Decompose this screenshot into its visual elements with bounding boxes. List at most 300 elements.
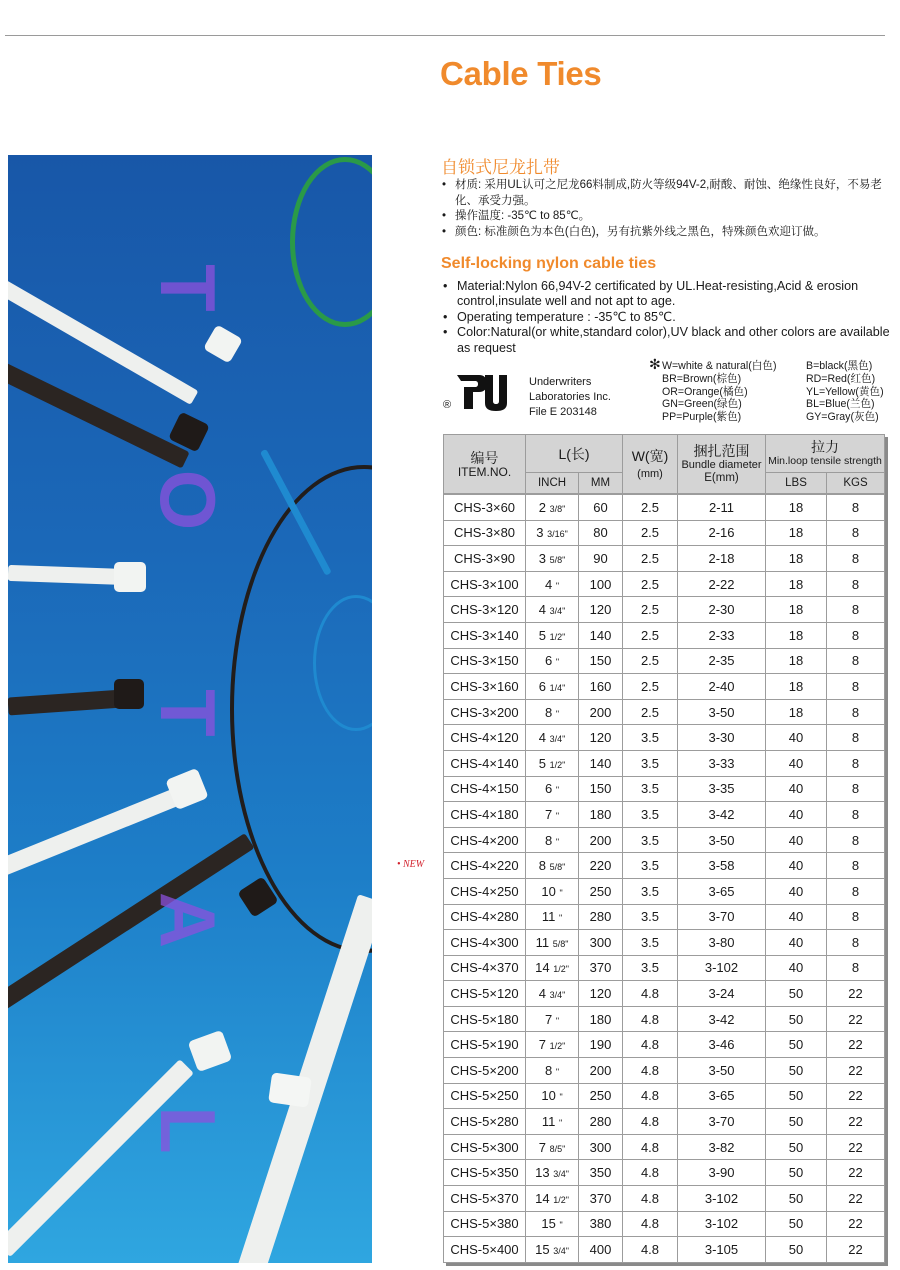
header-mm: MM [579, 473, 623, 495]
inch-whole: 15 [541, 1216, 556, 1232]
inch-fraction: " [558, 1118, 563, 1129]
mm-cell: 200 [579, 699, 623, 725]
header-label: (mm) [637, 467, 663, 480]
kgs-cell: 8 [827, 520, 885, 546]
item-cell: CHS-4×280 [444, 904, 526, 930]
kgs-cell: 8 [827, 571, 885, 597]
kgs-cell: 8 [827, 699, 885, 725]
table-row [444, 1211, 885, 1237]
inch-cell [526, 1109, 579, 1135]
inch-fraction: 5/8" [549, 862, 566, 873]
inch-whole: 2 [538, 499, 546, 515]
kgs-cell: 22 [827, 1186, 885, 1212]
color-code: OR=Orange(橘色) [662, 385, 748, 398]
color-code-column-left [662, 360, 822, 424]
item-cell: CHS-3×100 [444, 571, 526, 597]
bundle-cell: 3-46 [678, 1032, 766, 1058]
width-cell: 3.5 [623, 776, 678, 802]
mm-cell: 120 [579, 597, 623, 623]
inch-whole: 8 [544, 704, 553, 720]
inch-whole: 4 [538, 730, 546, 746]
inch-whole: 10 [541, 1088, 556, 1104]
kgs-cell: 8 [827, 546, 885, 572]
header-tensile-strength [766, 435, 885, 473]
table-row [444, 622, 885, 648]
lbs-cell: 50 [766, 1032, 827, 1058]
table-row [444, 571, 885, 597]
lbs-cell: 18 [766, 674, 827, 700]
bundle-cell: 3-82 [678, 1134, 766, 1160]
inch-fraction: " [559, 887, 563, 898]
header-label: ITEM.NO. [457, 464, 512, 479]
width-cell: 3.5 [623, 853, 678, 879]
inch-fraction: 3/4" [553, 1169, 569, 1180]
inch-whole: 3 [538, 550, 546, 566]
bundle-cell: 3-65 [678, 878, 766, 904]
width-cell: 4.8 [623, 1134, 678, 1160]
header-inch: INCH [526, 473, 579, 495]
table-row [444, 1083, 885, 1109]
bundle-cell: 3-33 [678, 750, 766, 776]
inch-fraction: 1/2" [553, 964, 569, 975]
ul-certification-text [529, 375, 611, 420]
lbs-cell: 18 [766, 546, 827, 572]
mm-cell: 350 [579, 1160, 623, 1186]
width-cell: 2.5 [623, 571, 678, 597]
inch-whole: 5 [538, 755, 546, 771]
table-row [444, 930, 885, 956]
color-code: GY=Gray(灰色) [806, 411, 879, 424]
kgs-cell: 8 [827, 904, 885, 930]
bundle-cell: 3-102 [678, 955, 766, 981]
mm-cell: 140 [579, 622, 623, 648]
inch-cell [526, 622, 579, 648]
bundle-cell: 3-102 [678, 1211, 766, 1237]
mm-cell: 120 [579, 981, 623, 1007]
mm-cell: 120 [579, 725, 623, 751]
item-cell: CHS-3×140 [444, 622, 526, 648]
bundle-cell: 2-35 [678, 648, 766, 674]
inch-whole: 7 [544, 806, 553, 822]
table-row [444, 878, 885, 904]
black-tie-head-2 [114, 679, 144, 709]
inch-fraction: 1/2" [553, 1194, 569, 1205]
kgs-cell: 8 [827, 878, 885, 904]
table-row [444, 776, 885, 802]
header-label: Min.loop tensile strength [768, 455, 882, 467]
registered-mark: ® [443, 399, 452, 411]
inch-fraction: 3/4" [549, 734, 566, 745]
kgs-cell: 8 [827, 622, 885, 648]
inch-whole: 15 [535, 1242, 550, 1258]
lbs-cell: 40 [766, 827, 827, 853]
inch-cell [526, 1134, 579, 1160]
inch-cell [526, 725, 579, 751]
item-cell: CHS-4×140 [444, 750, 526, 776]
item-cell: CHS-3×160 [444, 674, 526, 700]
inch-whole: 4 [538, 986, 546, 1002]
mm-cell: 190 [579, 1032, 623, 1058]
color-code-column-right [806, 360, 900, 424]
english-feature-item: • Color:Natural(or white,standard color),UV black and other colors are available as request [441, 325, 891, 356]
inch-fraction: 1/4" [549, 682, 566, 693]
kgs-cell: 8 [827, 597, 885, 623]
lbs-cell: 40 [766, 802, 827, 828]
inch-cell [526, 1186, 579, 1212]
item-cell: CHS-5×400 [444, 1237, 526, 1263]
inch-fraction: " [555, 836, 560, 847]
item-cell: CHS-4×370 [444, 955, 526, 981]
header-kgs: KGS [827, 473, 885, 495]
inch-fraction: " [555, 1066, 560, 1077]
bundle-cell: 2-22 [678, 571, 766, 597]
lbs-cell: 50 [766, 981, 827, 1007]
inch-cell [526, 827, 579, 853]
kgs-cell: 8 [827, 674, 885, 700]
lbs-cell: 18 [766, 648, 827, 674]
mm-cell: 300 [579, 1134, 623, 1160]
table-row [444, 725, 885, 751]
inch-fraction: 3/4" [549, 990, 566, 1001]
bundle-cell: 3-58 [678, 853, 766, 879]
lbs-cell: 40 [766, 930, 827, 956]
inch-fraction: " [555, 810, 560, 821]
inch-cell [526, 930, 579, 956]
header-label: 编号 [470, 449, 499, 466]
table-row [444, 955, 885, 981]
inch-whole: 14 [535, 1190, 550, 1206]
white-cable-tie-3 [8, 786, 187, 878]
chinese-feature-item: • 颜色: 标准颜色为本色(白色)，另有抗紫外线之黑色，特殊颜色欢迎订做。 [441, 225, 891, 241]
item-cell: CHS-4×120 [444, 725, 526, 751]
item-cell: CHS-3×90 [444, 546, 526, 572]
lbs-cell: 50 [766, 1186, 827, 1212]
color-code: RD=Red(红色) [806, 372, 876, 385]
table-row [444, 1237, 885, 1263]
lbs-cell: 50 [766, 1058, 827, 1084]
english-feature-item: • Operating temperature : -35℃ to 85℃. [441, 310, 891, 325]
mm-cell: 60 [579, 494, 623, 520]
kgs-cell: 22 [827, 1083, 885, 1109]
ul-line: File E 203148 [529, 406, 597, 418]
inch-fraction: " [555, 580, 560, 591]
ul-line: Underwriters [529, 376, 592, 388]
item-cell: CHS-4×180 [444, 802, 526, 828]
inch-fraction: 3/4" [549, 606, 566, 617]
width-cell: 2.5 [623, 546, 678, 572]
inch-whole: 10 [541, 883, 556, 899]
lbs-cell: 50 [766, 1083, 827, 1109]
lbs-cell: 50 [766, 1006, 827, 1032]
inch-whole: 11 [541, 909, 556, 925]
bundle-cell: 3-90 [678, 1160, 766, 1186]
kgs-cell: 22 [827, 1160, 885, 1186]
new-badge: • NEW [397, 859, 425, 870]
lbs-cell: 40 [766, 750, 827, 776]
inch-cell [526, 955, 579, 981]
inch-fraction: 5/8" [549, 554, 566, 565]
inch-whole: 7 [538, 1037, 546, 1053]
color-code: B=black(黑色) [806, 360, 873, 372]
item-cell: CHS-3×60 [444, 494, 526, 520]
color-code: BL=Blue(兰色) [806, 398, 875, 411]
item-cell: CHS-3×150 [444, 648, 526, 674]
item-cell: CHS-4×200 [444, 827, 526, 853]
header-item-no [444, 435, 526, 495]
inch-fraction: 5/8" [552, 938, 569, 949]
inch-whole: 7 [544, 1011, 553, 1027]
bundle-cell: 2-40 [678, 674, 766, 700]
inch-cell [526, 1211, 579, 1237]
inch-cell [526, 1006, 579, 1032]
inch-fraction: " [559, 1092, 563, 1103]
inch-cell [526, 750, 579, 776]
bundle-cell: 2-16 [678, 520, 766, 546]
chinese-feature-item: • 材质: 采用UL认可之尼龙66料制成,防火等级94V-2,耐酸、耐蚀、绝缘性良好，不易老化、承受力强。 [441, 178, 891, 209]
kgs-cell: 22 [827, 1032, 885, 1058]
watermark-letter: O [144, 469, 232, 531]
inch-whole: 7 [538, 1139, 546, 1155]
inch-fraction: 3/8" [549, 503, 566, 514]
lbs-cell: 40 [766, 904, 827, 930]
white-tie-head-5 [268, 1072, 312, 1107]
inch-cell [526, 648, 579, 674]
kgs-cell: 8 [827, 750, 885, 776]
width-cell: 4.8 [623, 1211, 678, 1237]
inch-fraction: 3/16" [547, 529, 568, 540]
mm-cell: 180 [579, 1006, 623, 1032]
mm-cell: 280 [579, 1109, 623, 1135]
width-cell: 2.5 [623, 674, 678, 700]
width-cell: 2.5 [623, 520, 678, 546]
width-cell: 3.5 [623, 930, 678, 956]
width-cell: 4.8 [623, 1109, 678, 1135]
inch-cell [526, 1237, 579, 1263]
width-cell: 3.5 [623, 750, 678, 776]
color-code: YL=Yellow(黄色) [806, 385, 884, 398]
table-row [444, 1058, 885, 1084]
width-cell: 3.5 [623, 725, 678, 751]
width-cell: 4.8 [623, 1083, 678, 1109]
table-row [444, 546, 885, 572]
bundle-cell: 3-42 [678, 802, 766, 828]
inch-cell [526, 674, 579, 700]
inch-fraction: 3/4" [553, 1246, 569, 1257]
mm-cell: 150 [579, 648, 623, 674]
watermark-letter: T [144, 689, 232, 737]
kgs-cell: 8 [827, 725, 885, 751]
header-lbs: LBS [766, 473, 827, 495]
width-cell: 4.8 [623, 1006, 678, 1032]
inch-cell [526, 878, 579, 904]
inch-whole: 8 [544, 832, 553, 848]
spec-table-body [444, 494, 885, 1262]
kgs-cell: 22 [827, 1211, 885, 1237]
mm-cell: 380 [579, 1211, 623, 1237]
inch-fraction: " [559, 1220, 563, 1231]
color-code: GN=Green(绿色) [662, 398, 742, 411]
header-label: W(宽) [631, 447, 669, 464]
item-cell: CHS-5×380 [444, 1211, 526, 1237]
header-label: E(mm) [704, 472, 739, 484]
english-section-title: Self-locking nylon cable ties [441, 255, 657, 272]
mm-cell: 200 [579, 827, 623, 853]
inch-cell [526, 853, 579, 879]
top-divider [5, 35, 885, 36]
inch-whole: 6 [544, 653, 553, 669]
lbs-cell: 50 [766, 1237, 827, 1263]
ul-logo-icon [455, 373, 511, 413]
bundle-cell: 3-50 [678, 1058, 766, 1084]
header-width [623, 435, 678, 495]
table-row [444, 981, 885, 1007]
inch-fraction: " [555, 1015, 560, 1026]
header-length [526, 435, 623, 473]
inch-whole: 3 [536, 525, 544, 541]
mm-cell: 370 [579, 1186, 623, 1212]
inch-whole: 11 [541, 1114, 556, 1130]
table-row [444, 699, 885, 725]
inch-cell [526, 904, 579, 930]
inch-cell [526, 597, 579, 623]
item-cell: CHS-3×200 [444, 699, 526, 725]
kgs-cell: 22 [827, 1237, 885, 1263]
table-row [444, 648, 885, 674]
watermark-letter: L [144, 1106, 232, 1154]
inch-cell [526, 571, 579, 597]
table-row [444, 1186, 885, 1212]
table-row [444, 802, 885, 828]
mm-cell: 400 [579, 1237, 623, 1263]
lbs-cell: 40 [766, 725, 827, 751]
lbs-cell: 18 [766, 622, 827, 648]
white-tie-head [203, 324, 243, 363]
kgs-cell: 8 [827, 955, 885, 981]
width-cell: 4.8 [623, 981, 678, 1007]
inch-whole: 5 [538, 627, 546, 643]
bundle-cell: 3-102 [678, 1186, 766, 1212]
width-cell: 3.5 [623, 802, 678, 828]
width-cell: 3.5 [623, 904, 678, 930]
inch-whole: 13 [535, 1165, 550, 1181]
bundle-cell: 3-24 [678, 981, 766, 1007]
bundle-cell: 3-105 [678, 1237, 766, 1263]
width-cell: 2.5 [623, 622, 678, 648]
mm-cell: 160 [579, 674, 623, 700]
kgs-cell: 8 [827, 853, 885, 879]
kgs-cell: 22 [827, 1134, 885, 1160]
bundle-cell: 3-50 [678, 699, 766, 725]
kgs-cell: 8 [827, 494, 885, 520]
bundle-cell: 2-18 [678, 546, 766, 572]
inch-cell [526, 520, 579, 546]
width-cell: 4.8 [623, 1160, 678, 1186]
inch-whole: 8 [544, 1062, 553, 1078]
inch-whole: 4 [538, 602, 546, 618]
bundle-cell: 3-50 [678, 827, 766, 853]
lbs-cell: 50 [766, 1109, 827, 1135]
item-cell: CHS-4×150 [444, 776, 526, 802]
width-cell: 2.5 [623, 494, 678, 520]
item-cell: CHS-4×220 [444, 853, 526, 879]
mm-cell: 90 [579, 546, 623, 572]
item-cell: CHS-5×250 [444, 1083, 526, 1109]
item-cell: CHS-5×300 [444, 1134, 526, 1160]
width-cell: 4.8 [623, 1058, 678, 1084]
mm-cell: 80 [579, 520, 623, 546]
inch-cell [526, 981, 579, 1007]
item-cell: CHS-5×200 [444, 1058, 526, 1084]
chinese-feature-item: • 操作温度: -35℃ to 85℃。 [441, 209, 891, 225]
table-row [444, 597, 885, 623]
item-cell: CHS-3×120 [444, 597, 526, 623]
header-label: Bundle diameter [681, 459, 762, 471]
table-row [444, 520, 885, 546]
width-cell: 4.8 [623, 1186, 678, 1212]
inch-whole: 8 [538, 858, 546, 874]
kgs-cell: 22 [827, 1006, 885, 1032]
table-row [444, 1134, 885, 1160]
bundle-cell: 2-11 [678, 494, 766, 520]
lbs-cell: 40 [766, 955, 827, 981]
kgs-cell: 22 [827, 981, 885, 1007]
width-cell: 4.8 [623, 1237, 678, 1263]
inch-cell [526, 802, 579, 828]
mm-cell: 280 [579, 904, 623, 930]
bundle-cell: 3-70 [678, 1109, 766, 1135]
kgs-cell: 8 [827, 930, 885, 956]
mm-cell: 300 [579, 930, 623, 956]
lbs-cell: 50 [766, 1211, 827, 1237]
product-photo [8, 155, 372, 1263]
inch-fraction: " [555, 708, 560, 719]
mm-cell: 180 [579, 802, 623, 828]
inch-fraction: 1/2" [549, 759, 566, 770]
width-cell: 2.5 [623, 597, 678, 623]
inch-fraction: 1/2" [549, 631, 566, 642]
white-tie-head-2 [114, 562, 146, 592]
table-row [444, 1160, 885, 1186]
lbs-cell: 18 [766, 520, 827, 546]
chinese-section-title: 自锁式尼龙扎带 [441, 158, 560, 177]
header-label: 捆扎范围 [693, 443, 750, 459]
inch-cell [526, 1160, 579, 1186]
kgs-cell: 22 [827, 1058, 885, 1084]
item-cell: CHS-5×280 [444, 1109, 526, 1135]
header-label: L(长) [558, 445, 590, 462]
lbs-cell: 18 [766, 571, 827, 597]
inch-whole: 6 [538, 678, 546, 694]
inch-whole: 14 [535, 960, 550, 976]
bundle-cell: 3-65 [678, 1083, 766, 1109]
bundle-cell: 3-70 [678, 904, 766, 930]
inch-cell [526, 1083, 579, 1109]
spec-table [443, 434, 885, 1263]
table-row [444, 904, 885, 930]
mm-cell: 220 [579, 853, 623, 879]
table-row [444, 750, 885, 776]
watermark-letter: A [144, 891, 232, 949]
bundle-cell: 3-30 [678, 725, 766, 751]
table-row [444, 1032, 885, 1058]
mm-cell: 200 [579, 1058, 623, 1084]
kgs-cell: 22 [827, 1109, 885, 1135]
chinese-feature-list [441, 178, 891, 240]
table-row [444, 827, 885, 853]
green-cable-tie-loop [290, 157, 372, 327]
item-cell: CHS-5×180 [444, 1006, 526, 1032]
lbs-cell: 18 [766, 597, 827, 623]
